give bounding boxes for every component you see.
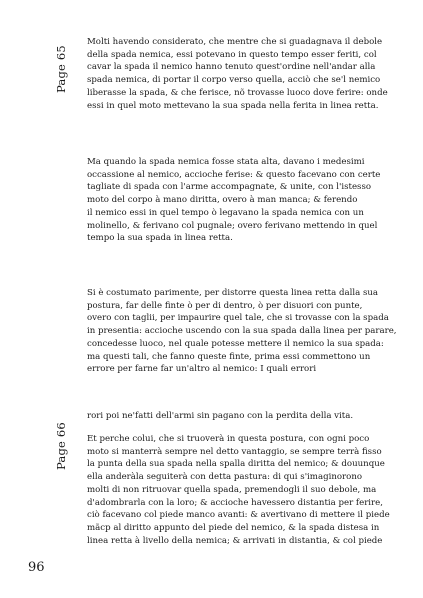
- text-line: Et perche colui, che si truoverà in questa postura, con ogni poco: [87, 434, 370, 444]
- text-line: molinello, & ferivano col pugnale; overo ferivano mettendo in quel: [87, 220, 378, 231]
- text-line: linea retta à livello della nemica; & arrivati in distantia, & col piede: [87, 535, 383, 546]
- text-line: rori poi ne'fatti dell'armi sin pagano con la perdita della vita.: [87, 411, 354, 421]
- text-line: errore per farne far un'altro al nemico: I quali errori: [87, 364, 317, 375]
- text-line: ma questi tali, che fanno queste finte, prima essi commettono un: [87, 351, 371, 362]
- page-number: 96: [28, 560, 45, 575]
- text-line: il nemico essi in quel tempo ò legavano la spada nemica con un: [87, 207, 364, 218]
- text-line: moto si manterrà sempre nel detto vantaggio, se sempre terrà fisso: [87, 446, 382, 457]
- text-line: d'adombrarla con la loro; & accioche havessero distantia per ferire,: [87, 497, 383, 508]
- paragraph: [87, 410, 392, 423]
- text-line: concedesse luoco, nel quale potesse mettere il nemico la sua spada:: [87, 338, 384, 349]
- text-line: moto del corpo à mano diritta, overo à man manca; & ferendo: [87, 195, 358, 206]
- text-line: la punta della sua spada nella spalla diritta del nemico; & douunque: [87, 459, 385, 470]
- text-line: spada nemica, di portar il corpo verso quella, acciò che se'l nemico: [87, 75, 381, 86]
- margin-page-label: Page 65: [54, 45, 68, 93]
- text-line: Si è costumato parimente, per distorre questa linea retta dalla sua: [87, 288, 379, 298]
- paragraph: [87, 287, 397, 376]
- text-line: cavar la spada il nemico hanno tenuto quest'ordine nell'andar alla: [87, 62, 376, 73]
- text-line: della spada nemica, essi potevano in questo tempo esser feriti, col: [87, 49, 377, 60]
- text-line: occassione al nemico, accioche ferise: & questo facevano con certe: [87, 169, 381, 180]
- text-line: tempo la sua spada in linea retta.: [87, 233, 233, 244]
- text-line: ciò facevano col piede manco avanti: & avertivano di mettere il piede: [87, 510, 390, 521]
- text-line: liberasse la spada, & che ferisce, nõ trovasse luoco dove ferire: onde: [87, 87, 388, 98]
- margin-page-label: Page 66: [54, 422, 68, 470]
- text-line: postura, far delle finte ò per di dentro, ò per disuori con punte,: [87, 300, 363, 311]
- text-line: Ma quando la spada nemica fosse stata alta, davano i medesimi: [87, 157, 365, 167]
- text-line: overo con taglii, per impaurire quel tale, che si trovasse con la spada: [87, 313, 389, 324]
- paragraph: [87, 36, 392, 112]
- text-line: in presentia: accioche uscendo con la sua spada dalla linea per parare,: [87, 326, 397, 337]
- text-line: Molti havendo considerato, che mentre che si guadagnava il debole: [87, 37, 383, 47]
- text-line: ella anderàla seguiterà con detta pastura: di qui s'imaginorono: [87, 472, 363, 483]
- text-line: mãcp al diritto appunto del piede del nemico, & la spada distesa in: [87, 522, 380, 533]
- paragraph: [87, 433, 392, 547]
- text-line: tagliate di spada con l'arme accompagnate, & unite, con l'istesso: [87, 182, 372, 193]
- text-line: essi in quel moto mettevano la sua spada nella ferita in linea retta.: [87, 100, 379, 111]
- paragraph: [87, 156, 392, 245]
- text-line: molti di non ritruovar quella spada, premendogli il suo debole, ma: [87, 484, 377, 495]
